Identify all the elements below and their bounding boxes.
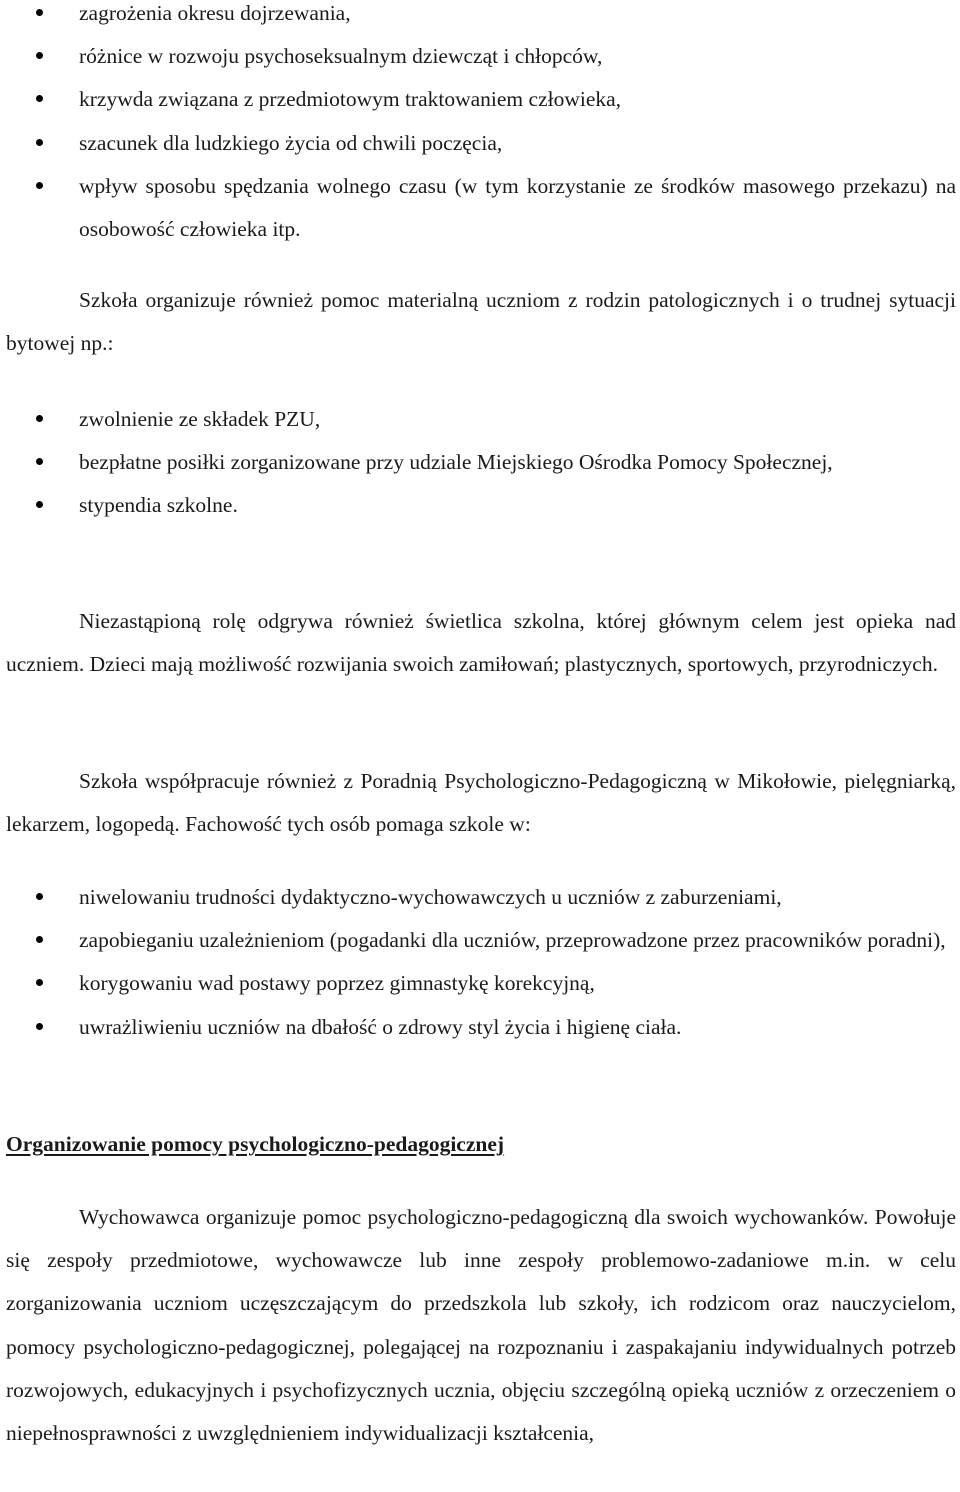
- list-item: korygowaniu wad postawy poprzez gimnastykę korekcyjną,: [6, 962, 946, 1005]
- list-item: szacunek dla ludzkiego życia od chwili poczęcia,: [6, 122, 956, 165]
- bullet-list-clinic-help: [6, 876, 946, 1049]
- bullet-icon: [36, 893, 43, 900]
- list-item: bezpłatne posiłki zorganizowane przy udziale Miejskiego Ośrodka Pomocy Społecznej,: [6, 441, 833, 484]
- bullet-icon: [36, 52, 43, 59]
- bullet-list-topics: [6, 0, 956, 251]
- list-item: krzywda związana z przedmiotowym traktowaniem człowieka,: [6, 78, 956, 121]
- bullet-icon: [36, 501, 43, 508]
- bullet-icon: [36, 458, 43, 465]
- list-item: zwolnienie ze składek PZU,: [6, 398, 833, 441]
- list-item: różnice w rozwoju psychoseksualnym dziewcząt i chłopców,: [6, 35, 956, 78]
- paragraph-material-help: Szkoła organizuje również pomoc materialną uczniom z rodzin patologicznych i o trudnej sytuacji bytowej np.:: [6, 288, 956, 356]
- bullet-icon: [36, 415, 43, 422]
- bullet-icon: [36, 95, 43, 102]
- bullet-icon: [36, 9, 43, 16]
- list-item: zapobieganiu uzależnieniom (pogadanki dla uczniów, przeprowadzone przez pracowników poradni),: [6, 919, 946, 962]
- bullet-list-material-help: [6, 398, 833, 528]
- list-item: niwelowaniu trudności dydaktyczno-wychowawczych u uczniów z zaburzeniami,: [6, 876, 946, 919]
- bullet-icon: [36, 1023, 43, 1030]
- list-item: zagrożenia okresu dojrzewania,: [6, 0, 956, 35]
- bullet-icon: [36, 979, 43, 986]
- paragraph-common-room: Niezastąpioną rolę odgrywa również świetlica szkolna, której głównym celem jest opieka nad uczniem. Dzieci mają możliwość rozwijania swoich zamiłowań; plastycznych, sportowych, przyrodniczych.: [6, 609, 956, 677]
- bullet-icon: [36, 139, 43, 146]
- bullet-icon: [36, 936, 43, 943]
- paragraph-psych-ped-help: Wychowawca organizuje pomoc psychologiczno-pedagogiczną dla swoich wychowanków. Powołuje się zespoły przedmiotowe, wychowawcze lub inne zespoły problemowo-zadaniowe m.in. w celu zorganizowania uczniom uczęszczającym do przedszkola lub szkoły, ich rodzicom oraz nauczycielom, pomocy psychologiczno-pedagogicznej, polegającej na rozpoznaniu i zaspakajaniu indywidualnych potrzeb rozwojowych, edukacyjnych i psychofizycznych ucznia, objęciu szczególną opieką uczniów z orzeczeniem o niepełnosprawności z uwzględnieniem indywidualizacji kształcenia,: [6, 1205, 956, 1446]
- paragraph-counseling-clinic: Szkoła współpracuje również z Poradnią Psychologiczno-Pedagogiczną w Mikołowie, pielęgniarką, lekarzem, logopedą. Fachowość tych osób pomaga szkole w:: [6, 769, 956, 837]
- list-item: wpływ sposobu spędzania wolnego czasu (w tym korzystanie ze środków masowego przekazu) na osobowość człowieka itp.: [6, 165, 956, 251]
- list-item: stypendia szkolne.: [6, 484, 833, 527]
- list-item: uwrażliwieniu uczniów na dbałość o zdrowy styl życia i higienę ciała.: [6, 1006, 946, 1049]
- bullet-icon: [36, 182, 43, 189]
- section-heading: Organizowanie pomocy psychologiczno-pedagogicznej: [6, 1132, 505, 1156]
